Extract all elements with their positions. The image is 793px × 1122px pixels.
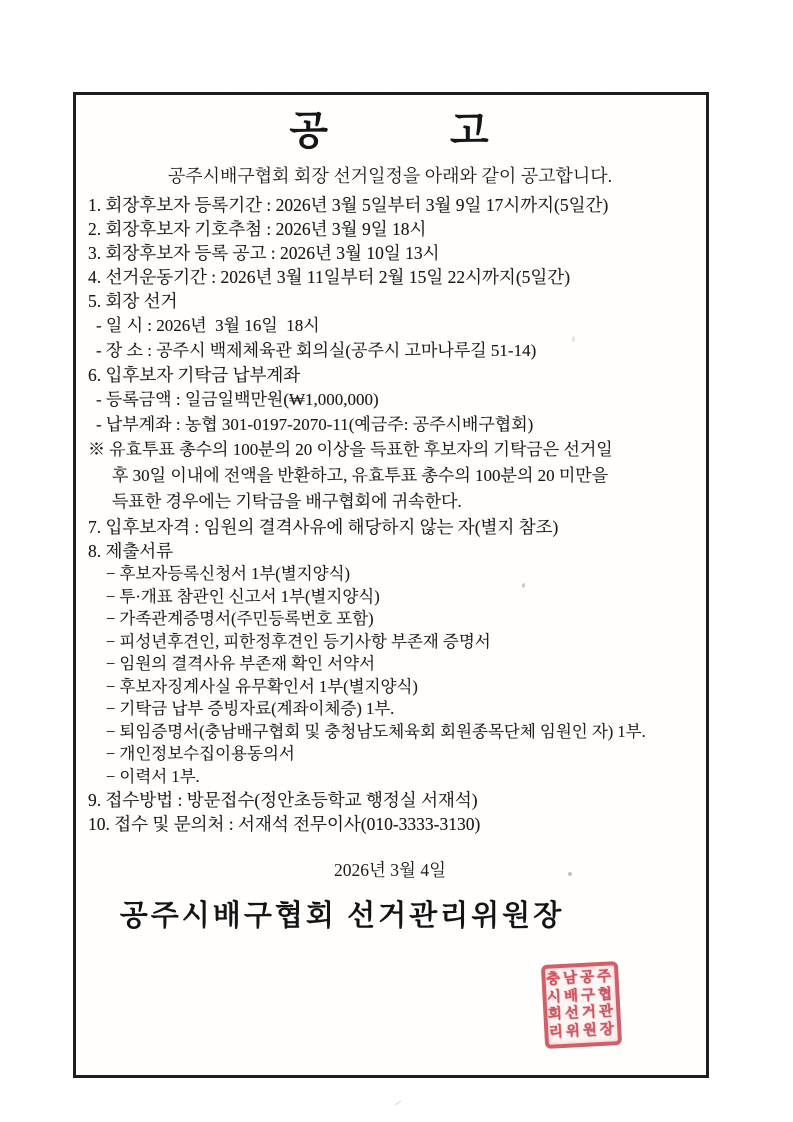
seal-text-row: 시배구협 xyxy=(546,985,616,1006)
doc-line: ※ 유효투표 총수의 100분의 20 이상을 득표한 후보자의 기탁금은 선거일 xyxy=(88,440,613,459)
scan-speck xyxy=(394,1100,402,1106)
doc-line: - 납부계좌 : 농협 301-0197-2070-11(예금주: 공주시배구협회) xyxy=(96,415,534,434)
signature-row xyxy=(88,896,692,936)
doc-line: − 퇴임증명서(충남배구협회 및 충청남도체육회 회원종목단체 임원인 자) 1부. xyxy=(106,721,646,741)
doc-line: 3. 회장후보자 등록 공고 : 2026년 3월 10일 13시 xyxy=(88,243,440,263)
seal-text-row: 회선거관 xyxy=(547,1003,617,1023)
doc-line: − 가족관계증명서(주민등록번호 포함) xyxy=(106,609,374,628)
doc-line: 후 30일 이내에 전액을 반환하고, 유효투표 총수의 100분의 20 미만을 xyxy=(112,466,609,485)
doc-line: 2. 회장후보자 기호추첨 : 2026년 3월 9일 18시 xyxy=(88,219,427,239)
signature-text: 공주시배구협회 선거관리위원장 xyxy=(119,900,565,932)
seal-text-grid xyxy=(546,968,618,1041)
doc-line: 4. 선거운동기간 : 2026년 3월 11일부터 2월 15일 22시까지(5일간) xyxy=(88,267,571,287)
doc-line: − 이력서 1부. xyxy=(106,766,200,786)
doc-line: − 기탁금 납부 증빙자료(계좌이체증) 1부. xyxy=(106,699,395,718)
doc-line: 6. 입후보자 기탁금 납부계좌 xyxy=(88,365,301,385)
doc-line: - 장 소 : 공주시 백제체육관 회의실(공주시 고마나루길 51-14) xyxy=(96,341,537,360)
scan-speck xyxy=(572,336,575,342)
doc-line: − 피성년후견인, 피한정후견인 등기사항 부존재 증명서 xyxy=(106,631,491,651)
intro-line: 공주시배구협회 회장 선거일정을 아래와 같이 공고합니다. xyxy=(167,166,613,186)
page-title: 공 고 xyxy=(289,108,491,153)
doc-line: 7. 입후보자격 : 임원의 결격사유에 해당하지 않는 자(별지 참조) xyxy=(88,517,559,537)
scan-noise-top-border xyxy=(196,92,676,95)
scan-speck xyxy=(568,872,572,876)
announcement-border-box xyxy=(73,92,709,1078)
announcement-date: 2026년 3월 4일 xyxy=(334,860,446,880)
doc-line: − 투·개표 참관인 신고서 1부(별지양식) xyxy=(106,586,380,606)
seal-text-row: 충남공주 xyxy=(545,968,615,988)
doc-line: 10. 접수 및 문의처 : 서재석 전무이사(010-3333-3130) xyxy=(88,814,481,834)
doc-line: − 임원의 결격사유 부존재 확인 서약서 xyxy=(106,654,376,673)
doc-line: 5. 회장 선거 xyxy=(88,291,178,311)
doc-line: 득표한 경우에는 기탁금을 배구협회에 귀속한다. xyxy=(112,492,462,511)
doc-line: − 개인정보수집이용동의서 xyxy=(106,744,295,763)
doc-line: - 일 시 : 2026년 3월 16일 18시 xyxy=(96,316,320,335)
doc-line: 8. 제출서류 xyxy=(88,541,174,561)
doc-line: - 등록금액 : 일금일백만원(₩1,000,000) xyxy=(96,390,379,409)
doc-line: 1. 회장후보자 등록기간 : 2026년 3월 5일부터 3월 9일 17시까지(5일간) xyxy=(88,195,609,215)
doc-line: − 후보자징계사실 유무확인서 1부(별지양식) xyxy=(106,676,418,696)
seal-text-row: 리위원장 xyxy=(548,1020,618,1041)
body-text xyxy=(88,193,692,836)
doc-line: 9. 접수방법 : 방문접수(정안초등학교 행정실 서재석) xyxy=(88,790,478,810)
official-seal-stamp xyxy=(541,961,622,1049)
doc-line: − 후보자등록신청서 1부(별지양식) xyxy=(106,564,351,583)
